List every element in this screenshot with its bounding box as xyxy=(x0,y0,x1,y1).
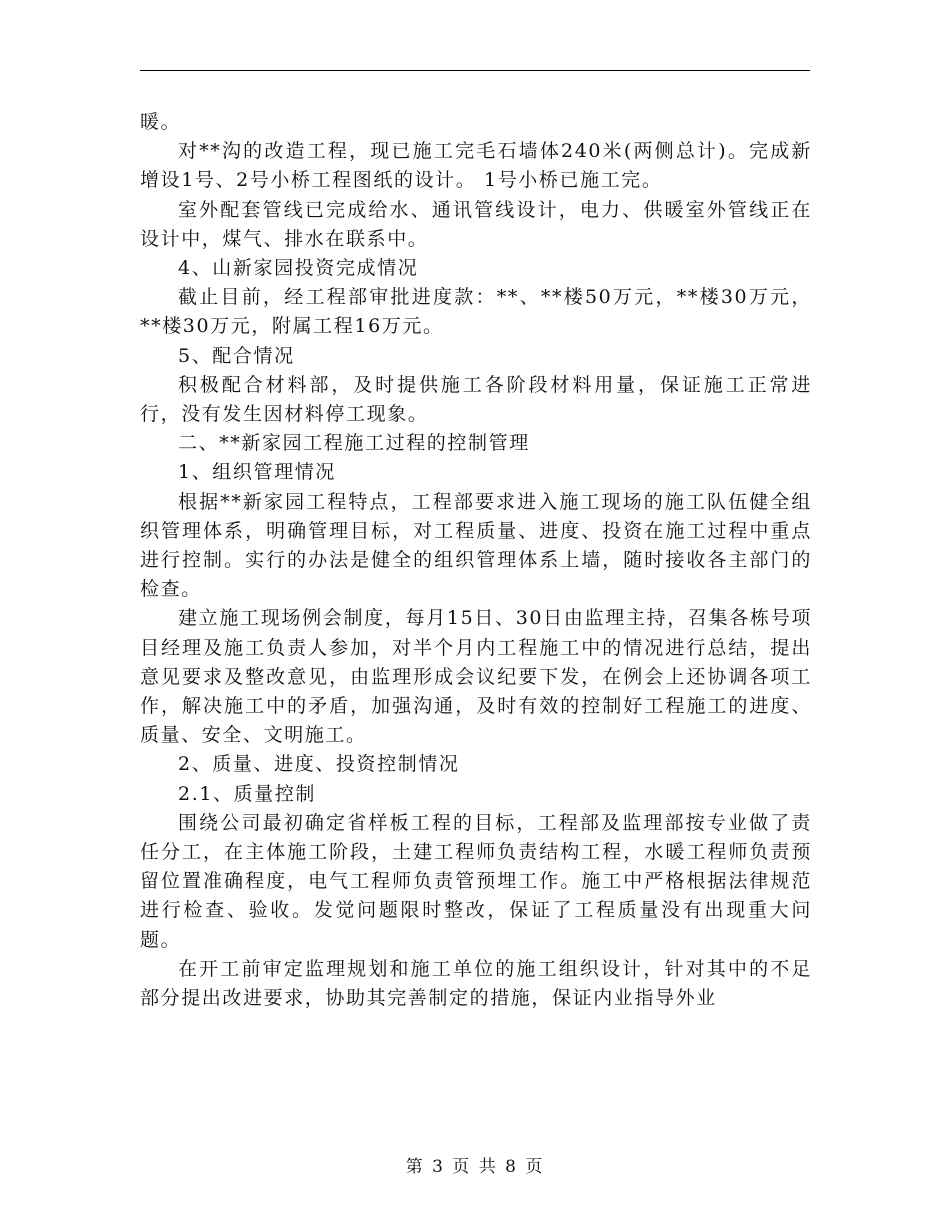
header-rule xyxy=(140,70,810,71)
paragraph: 围绕公司最初确定省样板工程的目标，工程部及监理部按专业做了责任分工，在主体施工阶段，土建工程师负责结构工程，水暖工程师负责预留位置准确程度，电气工程师负责管预埋工作。施工中严格根据法律规范进行检查、验收。发觉问题限时整改，保证了工程质量没有出现重大问题。 xyxy=(140,811,812,951)
section-heading: 4、山新家园投资完成情况 xyxy=(178,257,419,280)
paragraph: 截止目前，经工程部审批进度款：**、**楼50万元，**楼30万元，**楼30万元，附属工程16万元。 xyxy=(140,286,812,338)
paragraph: 根据**新家园工程特点，工程部要求进入施工现场的施工队伍健全组织管理体系，明确管理目标，对工程质量、进度、投资在施工过程中重点进行控制。实行的办法是健全的组织管理体系上墙，随时接收各主部门的检查。 xyxy=(140,490,812,601)
section-heading: 2、质量、进度、投资控制情况 xyxy=(178,753,460,776)
paragraph: 建立施工现场例会制度，每月15日、30日由监理主持，召集各栋号项目经理及施工负责人参加，对半个月内工程施工中的情况进行总结，提出意见要求及整改意见，由监理形成会议纪要下发，在例会上还协调各项工作，解决施工中的矛盾，加强沟通，及时有效的控制好工程施工的进度、质量、安全、文明施工。 xyxy=(140,607,812,747)
paragraph: 在开工前审定监理规划和施工单位的施工组织设计，针对其中的不足部分提出改进要求，协助其完善制定的措施，保证内业指导外业 xyxy=(140,957,812,1010)
page-footer xyxy=(0,1152,950,1177)
paragraph: 积极配合材料部，及时提供施工各阶段材料用量，保证施工正常进行，没有发生因材料停工现象。 xyxy=(140,373,812,426)
section-heading: 5、配合情况 xyxy=(178,344,295,367)
paragraph: 室外配套管线已完成给水、通讯管线设计，电力、供暖室外管线正在设计中，煤气、排水在联系中。 xyxy=(140,198,812,250)
section-heading: 二、**新家园工程施工过程的控制管理 xyxy=(178,432,530,455)
paragraph-continuation: 暖。 xyxy=(140,111,182,133)
page-number: 第 3 页 共 8 页 xyxy=(405,1157,545,1177)
section-heading: 1、组织管理情况 xyxy=(178,461,336,484)
body-text xyxy=(140,108,812,1013)
paragraph: 对**沟的改造工程，现已施工完毛石墙体240米(两侧总计)。完成新增设1号、2号小桥工程图纸的设计。 1号小桥已施工完。 xyxy=(140,140,812,192)
section-heading: 2.1、质量控制 xyxy=(178,782,317,805)
